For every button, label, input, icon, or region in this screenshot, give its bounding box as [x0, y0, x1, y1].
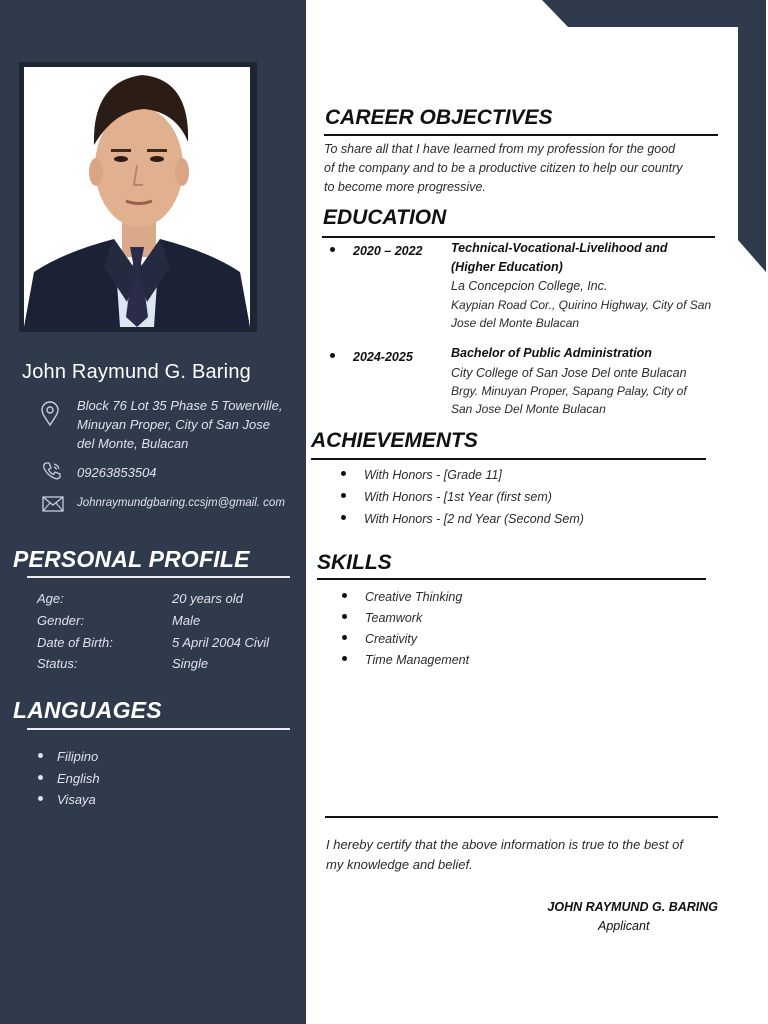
personal-profile-rule: [27, 576, 290, 578]
education-entry-2-address: San Jose Del Monte Bulacan: [451, 402, 606, 416]
profile-value-gender: Male: [172, 613, 201, 628]
skills-rule: [317, 578, 706, 580]
profile-label-dob: Date of Birth:: [37, 635, 113, 650]
education-rule: [322, 236, 715, 238]
career-objective-line: to become more progressive.: [324, 180, 486, 194]
applicant-name: John Raymund G. Baring: [22, 361, 251, 383]
address-line-1: Block 76 Lot 35 Phase 5 Towerville,: [77, 398, 283, 413]
career-objective-line: To share all that I have learned from my profession for the good: [324, 142, 676, 156]
profile-label-gender: Gender:: [37, 613, 84, 628]
certification-line: I hereby certify that the above information is true to the best of: [326, 837, 683, 852]
address-line-2: Minuyan Proper, City of San Jose: [77, 417, 270, 432]
skill-item: Creative Thinking: [342, 590, 462, 604]
phone-icon: [41, 460, 63, 482]
career-objectives-rule: [324, 134, 718, 136]
location-pin-icon: [40, 401, 60, 427]
education-entry-2-years: 2024-2025: [330, 350, 413, 364]
achievement-item: With Honors - [Grade 11]: [341, 468, 502, 482]
skills-heading: SKILLS: [317, 551, 392, 574]
education-entry-1-title: (Higher Education): [451, 260, 563, 274]
language-item: Visaya: [38, 792, 96, 807]
certification-line: my knowledge and belief.: [326, 857, 473, 872]
profile-label-age: Age:: [37, 591, 64, 606]
career-objectives-heading: CAREER OBJECTIVES: [325, 106, 553, 129]
email-address: Johnraymundgbaring.ccsjm@gmail. com: [77, 497, 285, 509]
skill-item: Time Management: [342, 653, 469, 667]
corner-decoration: [538, 0, 768, 275]
language-item: Filipino: [38, 749, 98, 764]
profile-value-age: 20 years old: [172, 591, 243, 606]
certification-rule: [325, 816, 718, 818]
phone-number: 09263853504: [77, 465, 157, 480]
achievement-item: With Honors - [2 nd Year (Second Sem): [341, 512, 584, 526]
signatory-role: Applicant: [598, 919, 650, 933]
achievement-item: With Honors - [1st Year (first sem): [341, 490, 552, 504]
education-entry-1-school: La Concepcion College, Inc.: [451, 279, 608, 293]
languages-rule: [27, 728, 290, 730]
skill-item: Teamwork: [342, 611, 422, 625]
education-entry-2-title: Bachelor of Public Administration: [451, 346, 652, 360]
signatory-name: JOHN RAYMUND G. BARING: [547, 900, 718, 914]
education-entry-1-title: Technical-Vocational-Livelihood and: [451, 241, 668, 255]
profile-value-status: Single: [172, 656, 209, 671]
profile-photo: [24, 67, 250, 327]
profile-photo-frame: [19, 62, 257, 332]
career-objective-line: of the company and to be a productive citizen to help our country: [324, 161, 683, 175]
profile-label-status: Status:: [37, 656, 78, 671]
education-heading: EDUCATION: [323, 206, 447, 229]
achievements-heading: ACHIEVEMENTS: [311, 429, 478, 452]
personal-profile-heading: PERSONAL PROFILE: [13, 546, 250, 572]
skill-item: Creativity: [342, 632, 417, 646]
education-entry-2-address: Brgy. Minuyan Proper, Sapang Palay, City of: [451, 384, 687, 398]
education-entry-1-years: 2020 – 2022: [330, 244, 423, 258]
envelope-icon: [42, 496, 64, 512]
profile-value-dob: 5 April 2004 Civil: [172, 635, 270, 650]
address-line-3: del Monte, Bulacan: [77, 436, 189, 451]
achievements-rule: [311, 458, 706, 460]
education-entry-1-address: Jose del Monte Bulacan: [451, 316, 580, 330]
education-entry-1-address: Kaypian Road Cor., Quirino Highway, City of San: [451, 298, 712, 312]
language-item: English: [38, 771, 100, 786]
education-entry-2-school: City College of San Jose Del onte Bulacan: [451, 366, 687, 380]
languages-heading: LANGUAGES: [13, 697, 162, 723]
